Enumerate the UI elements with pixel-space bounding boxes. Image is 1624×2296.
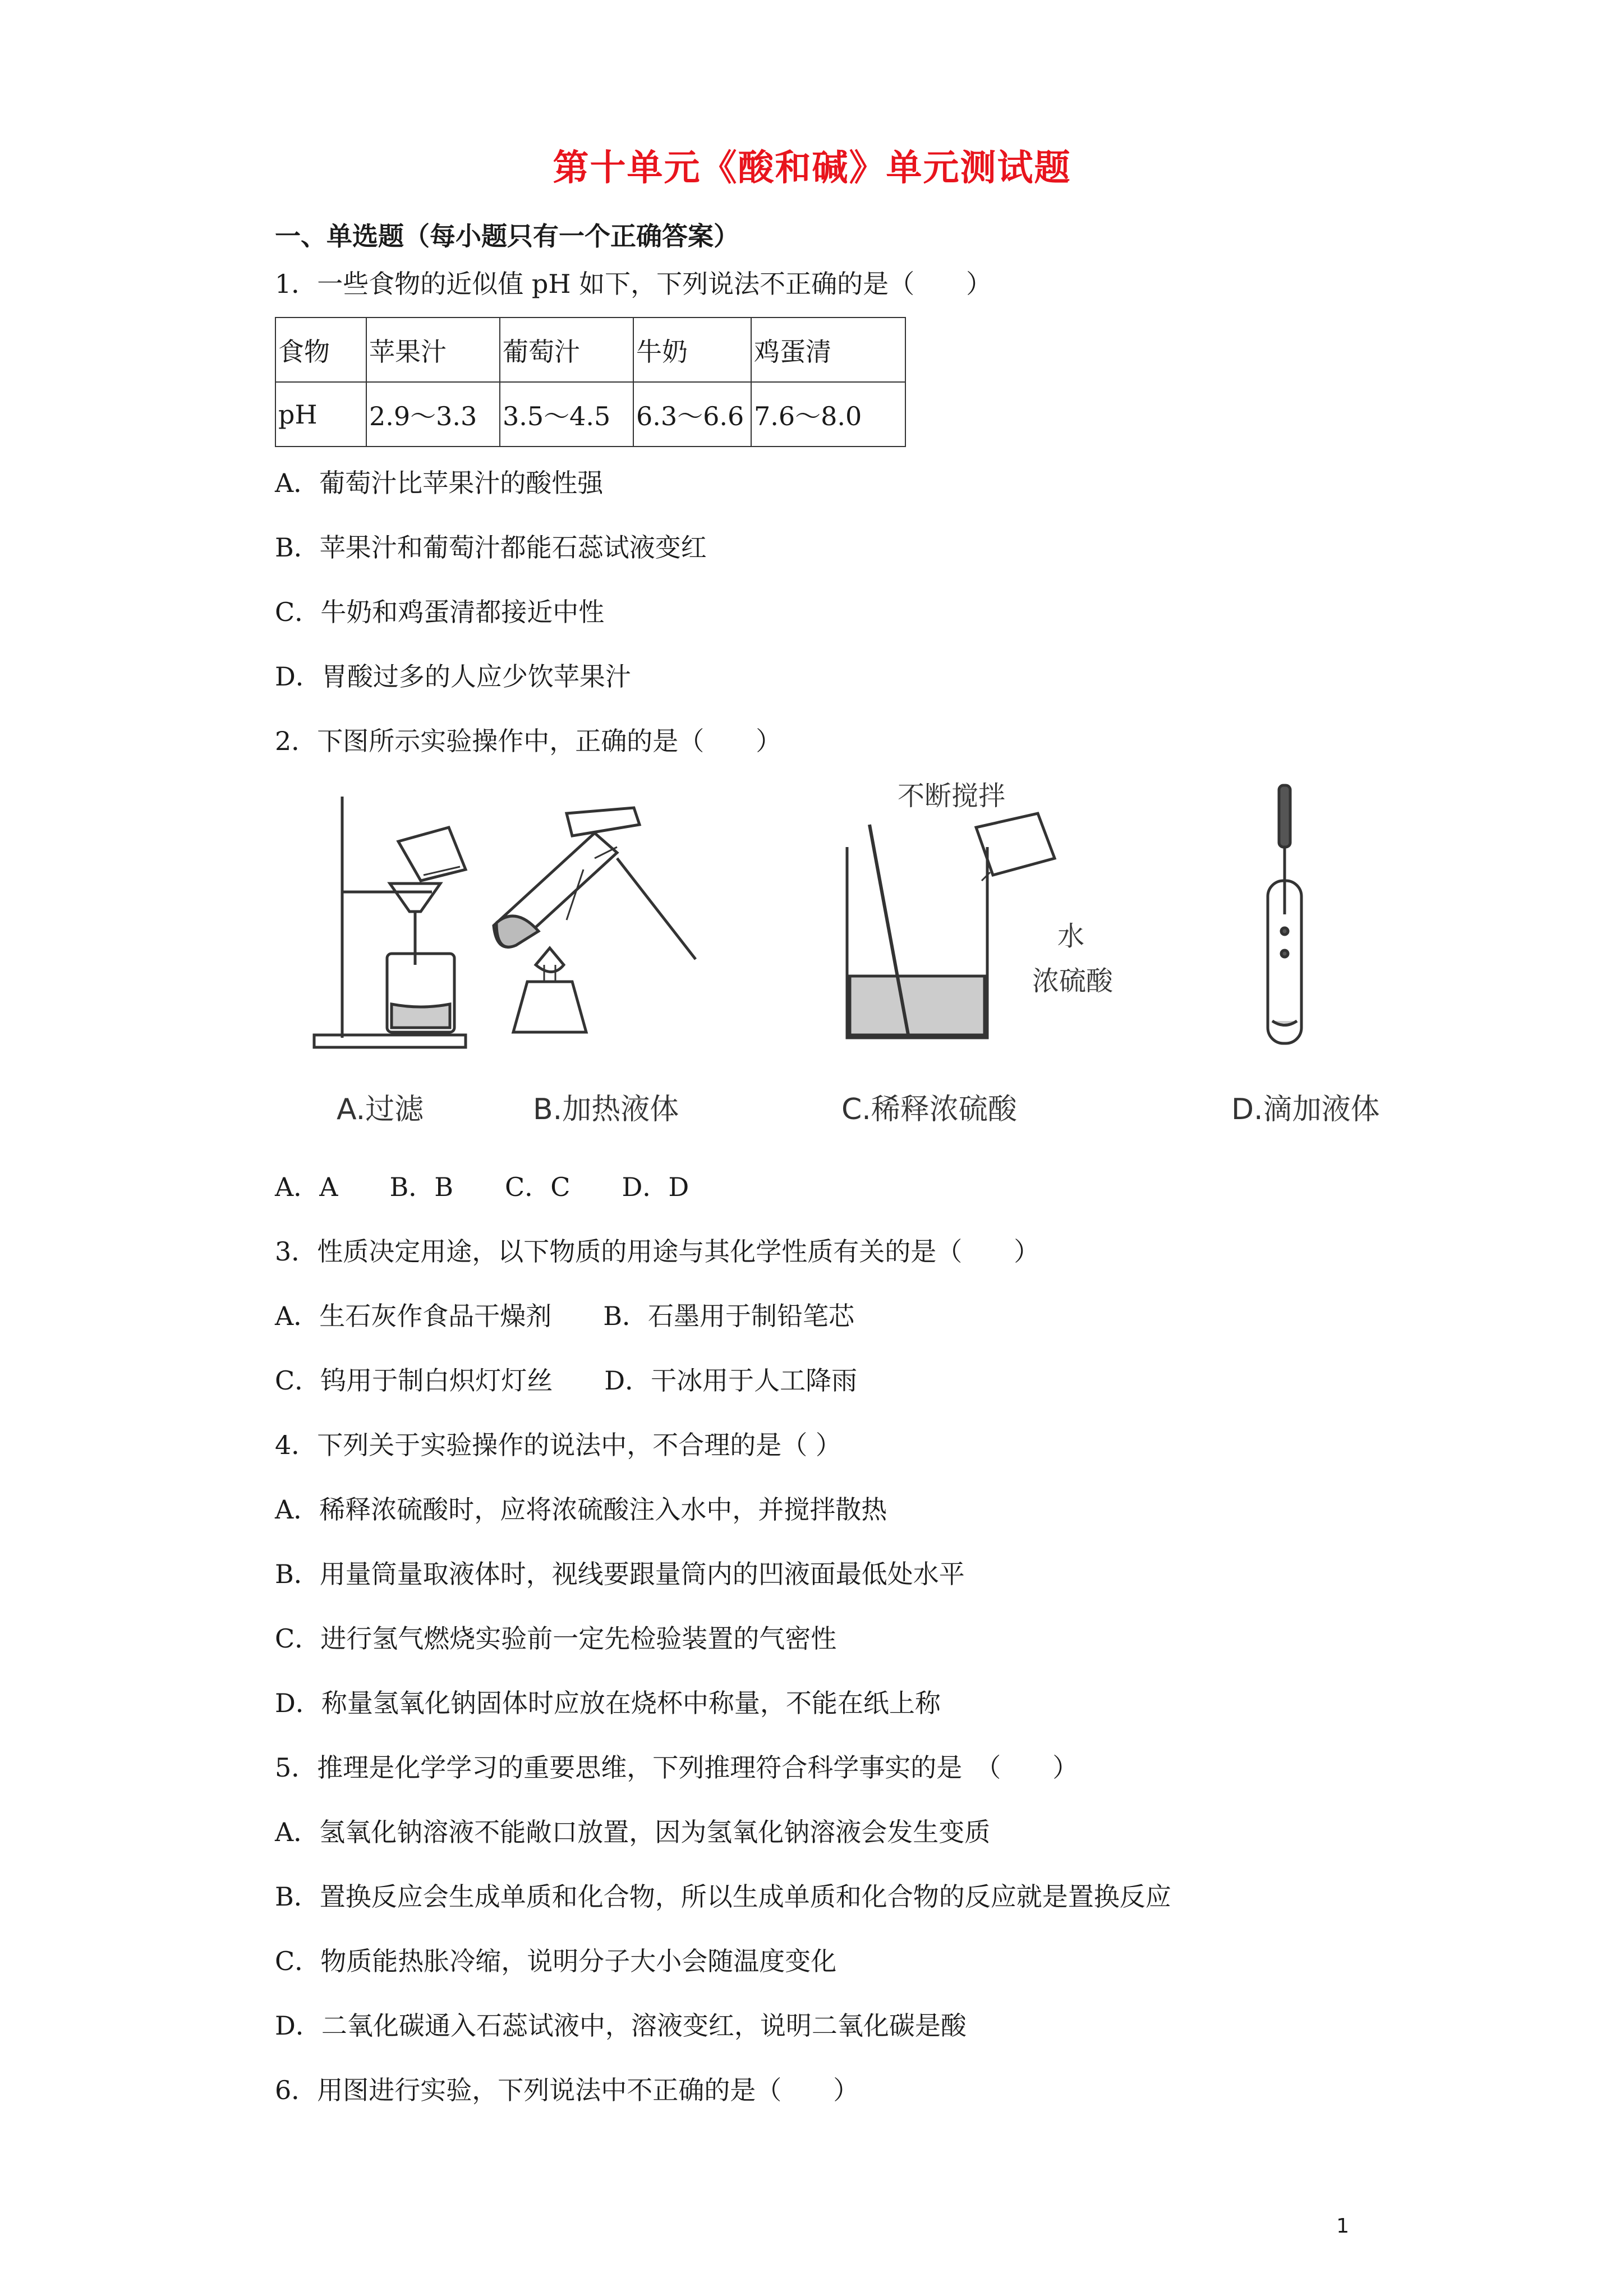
diluting-acid-apparatus (847, 813, 1055, 1038)
q6-stem: 6．用图进行实验，下列说法中不正确的是（ ） (275, 2075, 859, 2105)
label-water: 水 (1057, 921, 1085, 952)
table-cell: 葡萄汁 (500, 318, 633, 382)
q3-stem: 3．性质决定用途，以下物质的用途与其化学性质有关的是（ ） (275, 1236, 1040, 1267)
table-row (275, 382, 905, 447)
table-cell: 苹果汁 (366, 318, 500, 382)
section-heading: 一、单选题（每小题只有一个正确答案） (275, 221, 739, 251)
table-cell: 6.3～6.6 (633, 382, 751, 447)
caption-d: D.滴加液体 (1231, 1093, 1380, 1126)
table-cell: 2.9～3.3 (366, 382, 500, 447)
q5-option-d: D．二氧化碳通入石蕊试液中，溶液变红，说明二氧化碳是酸 (275, 2010, 967, 2041)
q4-option-a: A．稀释浓硫酸时，应将浓硫酸注入水中，并搅拌散热 (275, 1494, 887, 1525)
dropper-apparatus (1268, 785, 1301, 1043)
q1-stem: 1．一些食物的近似值 pH 如下，下列说法不正确的是（ ） (275, 269, 992, 299)
q4-option-b: B．用量筒量取液体时，视线要跟量筒内的凹液面最低处水平 (275, 1559, 965, 1589)
q2-figure (303, 774, 1414, 1139)
page-title: 第十单元《酸和碱》单元测试题 (553, 147, 1071, 189)
q1-option-a: A．葡萄汁比苹果汁的酸性强 (275, 468, 604, 498)
table-cell: 食物 (275, 318, 366, 382)
page-number: 1 (1336, 2215, 1349, 2238)
table-cell: 牛奶 (633, 318, 751, 382)
label-concentrated-sulfuric-acid: 浓硫酸 (1032, 965, 1114, 997)
q1-option-d: D．胃酸过多的人应少饮苹果汁 (275, 661, 631, 692)
lab-apparatus-illustration (303, 774, 1414, 1139)
caption-b: B.加热液体 (533, 1093, 679, 1126)
q1-option-b: B．苹果汁和葡萄汁都能石蕊试液变红 (275, 532, 707, 563)
q5-option-a: A．氢氧化钠溶液不能敞口放置，因为氢氧化钠溶液会发生变质 (275, 1817, 991, 1847)
heating-liquid-apparatus (494, 808, 696, 1032)
q4-stem: 4．下列关于实验操作的说法中，不合理的是（ ） (275, 1430, 841, 1460)
caption-a: A.过滤 (337, 1093, 424, 1126)
q2-options: A．A B．B C．C D．D (275, 1172, 689, 1202)
q3-options-cd: C．钨用于制白炽灯灯丝 D．干冰用于人工降雨 (275, 1365, 858, 1396)
caption-c: C.稀释浓硫酸 (841, 1093, 1017, 1126)
label-stir-continuously: 不断搅拌 (898, 780, 1006, 812)
table-cell: 鸡蛋清 (751, 318, 905, 382)
q5-stem: 5．推理是化学学习的重要思维，下列推理符合科学事实的是 （ ） (275, 1752, 1079, 1783)
q5-option-c: C．物质能热胀冷缩，说明分子大小会随温度变化 (275, 1946, 837, 1976)
table-cell: 7.6～8.0 (751, 382, 905, 447)
q4-option-c: C．进行氢气燃烧实验前一定先检验装置的气密性 (275, 1623, 837, 1654)
ph-table (275, 317, 906, 447)
q5-option-b: B．置换反应会生成单质和化合物，所以生成单质和化合物的反应就是置换反应 (275, 1881, 1171, 1912)
q2-stem: 2．下图所示实验操作中，正确的是（ ） (275, 726, 782, 756)
table-cell: pH (275, 382, 366, 447)
filtration-apparatus (314, 797, 466, 1047)
table-cell: 3.5～4.5 (500, 382, 633, 447)
q4-option-d: D．称量氢氧化钠固体时应放在烧杯中称量，不能在纸上称 (275, 1688, 941, 1718)
q3-options-ab: A．生石灰作食品干燥剂 B．石墨用于制铅笔芯 (275, 1301, 855, 1331)
table-header-row (275, 318, 905, 382)
q1-option-c: C．牛奶和鸡蛋清都接近中性 (275, 597, 605, 627)
